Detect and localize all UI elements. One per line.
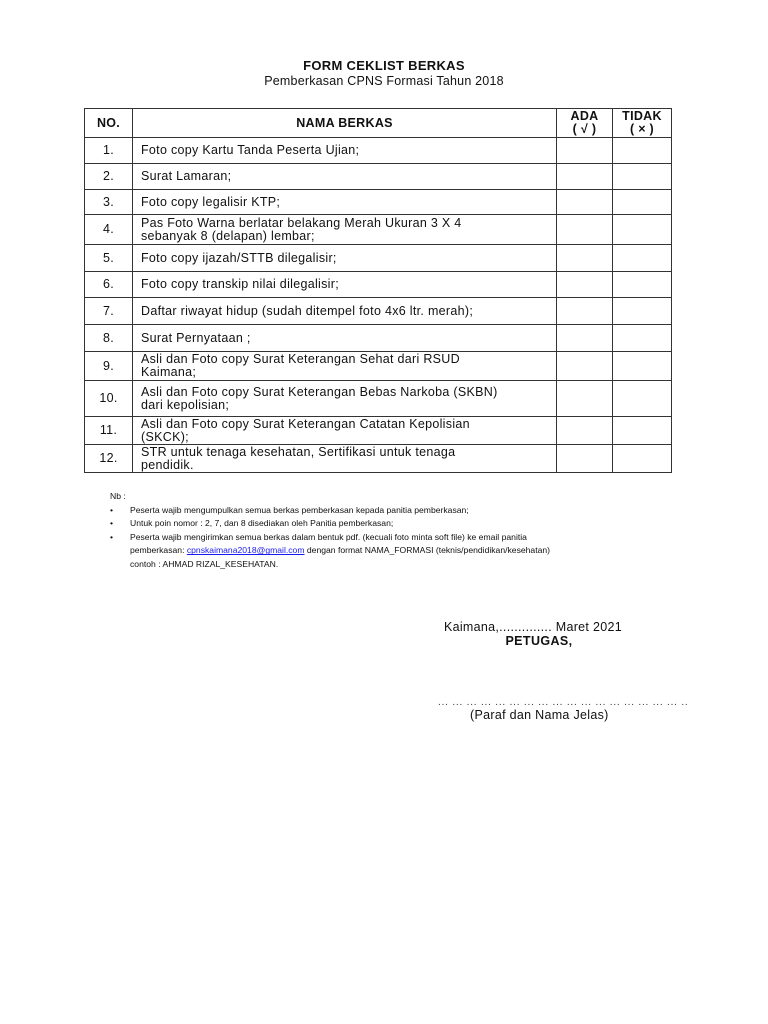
note-text-prefix: pemberkasan: — [130, 545, 187, 556]
table-header-row — [85, 109, 672, 138]
row-document-name: Surat Lamaran; — [133, 164, 557, 190]
signature-line: ... ... ... ... ... ... ... ... ... ... ... ... ... ... ... ... ... .. — [438, 697, 689, 708]
note-item — [110, 531, 700, 572]
table-row — [85, 325, 672, 352]
note-item — [110, 517, 700, 531]
note-text-suffix: dengan format NAMA_FORMASI (teknis/pendidikan/kesehatan) — [304, 545, 551, 556]
column-header-tidak-mark: ( × ) — [629, 122, 655, 136]
ada-checkbox-cell[interactable] — [557, 325, 613, 352]
row-document-name-line1: Pas Foto Warna berlatar belakang Merah Ukuran 3 X 4 — [141, 215, 462, 230]
row-document-name: Foto copy Kartu Tanda Peserta Ujian; — [133, 138, 557, 164]
row-document-name-line2: dari kepolisian; — [141, 397, 230, 412]
bullet-icon: • — [110, 531, 114, 542]
form-subtitle: Pemberkasan CPNS Formasi Tahun 2018 — [264, 74, 504, 88]
column-header-nama-berkas: NAMA BERKAS — [133, 109, 557, 138]
row-document-name: Daftar riwayat hidup (sudah ditempel foto 4x6 ltr. merah); — [133, 298, 557, 325]
notes-heading: Nb : — [110, 491, 126, 501]
row-document-name-line2: Kaimana; — [141, 365, 197, 379]
table-row — [85, 445, 672, 473]
table-row — [85, 381, 672, 417]
row-number: 4. — [85, 215, 133, 245]
officer-title: PETUGAS, — [505, 634, 573, 648]
row-document-name-line2: sebanyak 8 (delapan) lembar; — [141, 228, 315, 243]
table-row — [85, 298, 672, 325]
ada-checkbox-cell[interactable] — [557, 190, 613, 215]
bullet-icon: • — [110, 504, 114, 515]
notes-list — [110, 504, 700, 572]
row-number: 12. — [85, 445, 133, 473]
checklist-table — [84, 108, 672, 473]
row-document-name — [133, 215, 557, 245]
row-document-name — [133, 352, 557, 381]
table-row — [85, 417, 672, 445]
bullet-icon: • — [110, 518, 114, 529]
note-text: Untuk poin nomor : 2, 7, dan 8 disediakan oleh Panitia pemberkasan; — [130, 518, 394, 529]
tidak-checkbox-cell[interactable] — [613, 215, 672, 245]
row-number: 11. — [85, 417, 133, 445]
tidak-checkbox-cell[interactable] — [613, 445, 672, 473]
signature-block — [410, 620, 689, 722]
tidak-checkbox-cell[interactable] — [613, 245, 672, 272]
tidak-checkbox-cell[interactable] — [613, 190, 672, 215]
note-item — [110, 504, 700, 518]
row-document-name — [133, 445, 557, 473]
ada-checkbox-cell[interactable] — [557, 138, 613, 164]
column-header-ada — [557, 109, 613, 138]
notes-section — [110, 490, 700, 572]
ada-checkbox-cell[interactable] — [557, 417, 613, 445]
ada-checkbox-cell[interactable] — [557, 298, 613, 325]
column-header-ada-label: ADA — [570, 109, 599, 123]
column-header-tidak-label: TIDAK — [622, 109, 662, 123]
row-number: 7. — [85, 298, 133, 325]
row-document-name: Surat Pernyataan ; — [133, 325, 557, 352]
form-title: FORM CEKLIST BERKAS — [303, 58, 465, 73]
row-document-name-line1: Asli dan Foto copy Surat Keterangan Catatan Kepolisian — [141, 416, 470, 431]
signature-caption: (Paraf dan Nama Jelas) — [470, 708, 609, 722]
tidak-checkbox-cell[interactable] — [613, 417, 672, 445]
row-number: 1. — [85, 138, 133, 164]
note-text: Peserta wajib mengumpulkan semua berkas pemberkasan kepada panitia pemberkasan; — [130, 504, 469, 515]
tidak-checkbox-cell[interactable] — [613, 138, 672, 164]
tidak-checkbox-cell[interactable] — [613, 381, 672, 417]
row-number: 9. — [85, 352, 133, 381]
email-link[interactable]: cpnskaimana2018@gmail.com — [186, 545, 305, 556]
row-document-name — [133, 381, 557, 417]
column-header-tidak — [613, 109, 672, 138]
table-row — [85, 272, 672, 298]
row-number: 5. — [85, 245, 133, 272]
ada-checkbox-cell[interactable] — [557, 381, 613, 417]
note-text-example: contoh : AHMAD RIZAL_KESEHATAN. — [130, 558, 279, 569]
table-row — [85, 352, 672, 381]
row-document-name: Foto copy transkip nilai dilegalisir; — [133, 272, 557, 298]
tidak-checkbox-cell[interactable] — [613, 272, 672, 298]
ada-checkbox-cell[interactable] — [557, 245, 613, 272]
row-number: 3. — [85, 190, 133, 215]
row-document-name: Foto copy legalisir KTP; — [133, 190, 557, 215]
row-number: 6. — [85, 272, 133, 298]
table-row — [85, 245, 672, 272]
tidak-checkbox-cell[interactable] — [613, 164, 672, 190]
row-document-name-line1: Asli dan Foto copy Surat Keterangan Sehat dari RSUD — [141, 352, 460, 366]
note-text-line1: Peserta wajib mengirimkan semua berkas dalam bentuk pdf. (kecuali foto minta soft file) ke email panitia — [130, 531, 527, 542]
tidak-checkbox-cell[interactable] — [613, 298, 672, 325]
row-document-name-line1: STR untuk tenaga kesehatan, Sertifikasi untuk tenaga — [141, 444, 456, 459]
table-row — [85, 164, 672, 190]
row-number: 8. — [85, 325, 133, 352]
table-row — [85, 138, 672, 164]
tidak-checkbox-cell[interactable] — [613, 325, 672, 352]
row-number: 2. — [85, 164, 133, 190]
column-header-no: NO. — [85, 109, 133, 138]
table-row — [85, 215, 672, 245]
place-date: Kaimana,.............. Maret 2021 — [443, 620, 622, 634]
ada-checkbox-cell[interactable] — [557, 445, 613, 473]
ada-checkbox-cell[interactable] — [557, 164, 613, 190]
row-document-name-line1: Asli dan Foto copy Surat Keterangan Bebas Narkoba (SKBN) — [141, 384, 498, 399]
table-row — [85, 190, 672, 215]
row-number: 10. — [85, 381, 133, 417]
row-document-name — [133, 417, 557, 445]
row-document-name: Foto copy ijazah/STTB dilegalisir; — [133, 245, 557, 272]
row-document-name-line2: pendidik. — [141, 457, 194, 472]
tidak-checkbox-cell[interactable] — [613, 352, 672, 381]
row-document-name-line2: (SKCK); — [141, 429, 189, 444]
ada-checkbox-cell[interactable] — [557, 352, 613, 381]
column-header-ada-mark: ( √ ) — [572, 122, 597, 136]
ada-checkbox-cell[interactable] — [557, 215, 613, 245]
ada-checkbox-cell[interactable] — [557, 272, 613, 298]
